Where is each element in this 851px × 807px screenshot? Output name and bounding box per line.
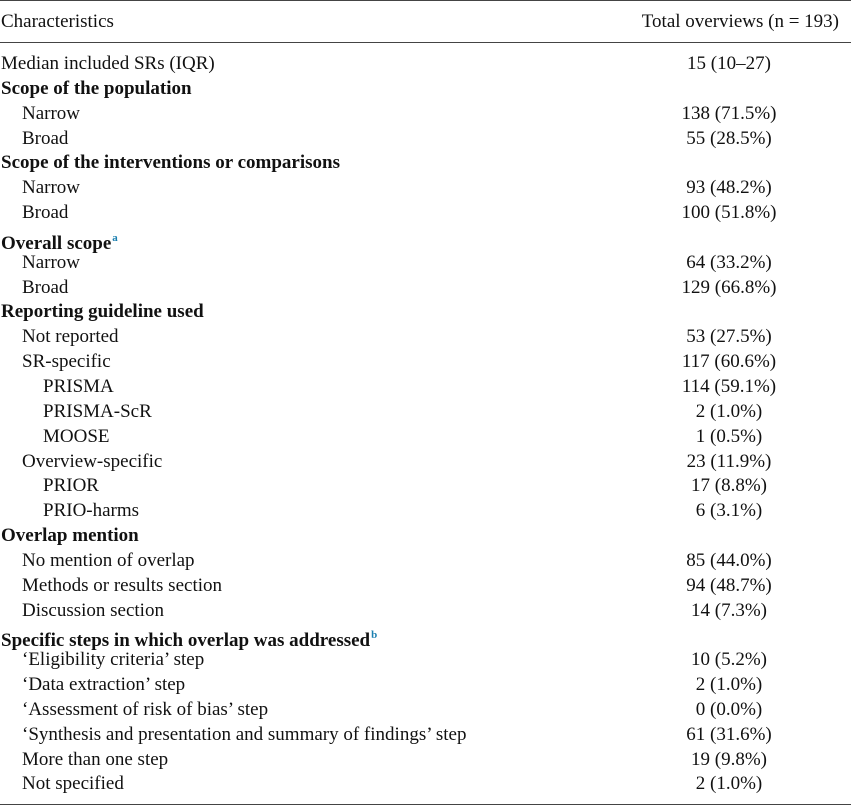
row-value: 138 (71.5%) — [681, 102, 777, 124]
row-value: 15 (10–27) — [687, 53, 771, 74]
footnote-marker: a — [112, 231, 118, 244]
row-value: 94 (48.7%) — [686, 574, 772, 596]
table-row — [0, 450, 851, 475]
table-row — [0, 474, 851, 499]
table-top-rule — [0, 0, 851, 1]
table-row — [0, 499, 851, 524]
row-label — [22, 350, 111, 375]
table-row — [0, 425, 851, 450]
table-row — [0, 599, 851, 624]
row-label-text: Reporting guideline used — [1, 301, 204, 323]
table-header-rule — [0, 42, 851, 43]
header-total-overviews: Total overviews (n = 193) — [641, 11, 839, 32]
row-label — [22, 102, 80, 127]
row-label-text: Overall scope — [1, 232, 112, 254]
row-label-text: Median included SRs (IQR) — [1, 53, 215, 74]
table-row — [0, 698, 851, 723]
table-row — [0, 52, 851, 77]
table-row — [0, 102, 851, 127]
row-value: 1 (0.5%) — [695, 425, 763, 447]
row-label-text: Specific steps in which overlap was addressed — [1, 630, 371, 652]
row-label-text: SR-specific — [22, 351, 111, 373]
table-row — [0, 226, 851, 254]
table-row — [0, 127, 851, 152]
table-row — [0, 325, 851, 350]
row-label — [22, 325, 119, 350]
row-label — [22, 599, 164, 624]
row-label — [22, 574, 222, 599]
row-label — [22, 276, 68, 301]
row-label — [22, 549, 195, 574]
footnote-marker: b — [371, 629, 378, 642]
row-value: 117 (60.6%) — [681, 351, 777, 373]
row-value: 100 (51.8%) — [681, 202, 777, 224]
table-row — [0, 673, 851, 698]
row-label-text: Not reported — [22, 326, 119, 348]
table-row — [0, 176, 851, 201]
row-label-text: Broad — [22, 202, 69, 224]
row-value: 14 (7.3%) — [691, 599, 767, 621]
row-label-text: More than one step — [22, 748, 169, 770]
row-label — [22, 127, 68, 152]
table-bottom-rule — [0, 804, 851, 805]
row-label-text: Overlap mention — [1, 525, 139, 547]
row-label-text: Broad — [22, 127, 69, 149]
table-header-row — [0, 9, 851, 35]
row-label-text: Methods or results section — [22, 574, 223, 596]
table-row — [0, 772, 851, 797]
table-row — [0, 574, 851, 599]
row-value: 129 (66.8%) — [681, 276, 777, 298]
row-label-text: Not specified — [22, 773, 124, 795]
row-label — [1, 52, 215, 77]
row-label — [22, 748, 168, 773]
table-row — [0, 375, 851, 400]
row-label-text: Overview-specific — [22, 450, 163, 472]
row-label — [22, 648, 204, 673]
row-label — [22, 698, 268, 723]
row-label — [43, 474, 99, 499]
row-value: 55 (28.5%) — [686, 127, 772, 149]
row-label-text: PRISMA — [43, 375, 114, 397]
row-label — [43, 425, 110, 450]
row-label — [43, 400, 152, 425]
row-label — [43, 375, 114, 400]
row-label-text: ‘Synthesis and presentation and summary of findings’ step — [22, 723, 467, 745]
header-characteristics: Characteristics — [1, 11, 114, 32]
row-label-text: Narrow — [22, 177, 81, 199]
table-row — [0, 350, 851, 375]
row-label-text: No mention of overlap — [22, 549, 195, 571]
row-label — [22, 450, 162, 475]
row-value: 93 (48.2%) — [686, 177, 772, 199]
row-label-text: Discussion section — [22, 599, 164, 621]
row-value: 2 (1.0%) — [695, 400, 763, 422]
row-label — [1, 77, 192, 102]
table-row — [0, 400, 851, 425]
row-label-text: ‘Eligibility criteria’ step — [22, 649, 205, 671]
row-value: 61 (31.6%) — [686, 723, 772, 745]
table-row — [0, 300, 851, 325]
table-row — [0, 276, 851, 301]
table-row — [0, 648, 851, 673]
row-value: 2 (1.0%) — [695, 674, 763, 696]
row-value: 2 (1.0%) — [695, 773, 763, 795]
table-body — [0, 52, 851, 797]
row-value: 19 (9.8%) — [691, 748, 767, 770]
row-label-text: ‘Assessment of risk of bias’ step — [22, 698, 269, 720]
row-value: 53 (27.5%) — [686, 326, 772, 348]
table-row — [0, 748, 851, 773]
row-label — [22, 176, 80, 201]
row-label — [1, 151, 340, 176]
row-label — [1, 300, 204, 325]
table-row — [0, 251, 851, 276]
row-label — [22, 673, 185, 698]
table-row — [0, 723, 851, 748]
table-row — [0, 524, 851, 549]
row-label-text: Scope of the interventions or comparisons — [1, 152, 340, 174]
table-row — [0, 201, 851, 226]
row-value: 114 (59.1%) — [681, 375, 777, 397]
row-label-text: Narrow — [22, 102, 81, 124]
row-value: 85 (44.0%) — [686, 549, 772, 571]
row-value: 23 (11.9%) — [686, 450, 772, 472]
row-label-text: MOOSE — [43, 425, 110, 447]
row-label-text: Narrow — [22, 251, 81, 273]
row-label — [22, 723, 467, 748]
row-value: 10 (5.2%) — [691, 649, 767, 671]
table-row — [0, 623, 851, 652]
row-label-text: PRISMA-ScR — [43, 400, 152, 422]
table-row — [0, 151, 851, 176]
table-row — [0, 549, 851, 574]
row-label-text: ‘Data extraction’ step — [22, 674, 186, 696]
row-label-text: Broad — [22, 276, 69, 298]
row-label — [22, 201, 68, 226]
row-value: 6 (3.1%) — [695, 500, 763, 522]
row-label — [22, 251, 80, 276]
row-label — [43, 499, 139, 524]
row-label-text: PRIO-harms — [43, 500, 140, 522]
row-label — [22, 772, 124, 797]
table-row — [0, 77, 851, 102]
row-label — [1, 524, 139, 549]
row-value: 64 (33.2%) — [686, 251, 772, 273]
row-label-text: Scope of the population — [1, 77, 192, 99]
row-label-text: PRIOR — [43, 475, 99, 497]
row-value: 0 (0.0%) — [695, 698, 763, 720]
row-value: 17 (8.8%) — [691, 475, 767, 497]
